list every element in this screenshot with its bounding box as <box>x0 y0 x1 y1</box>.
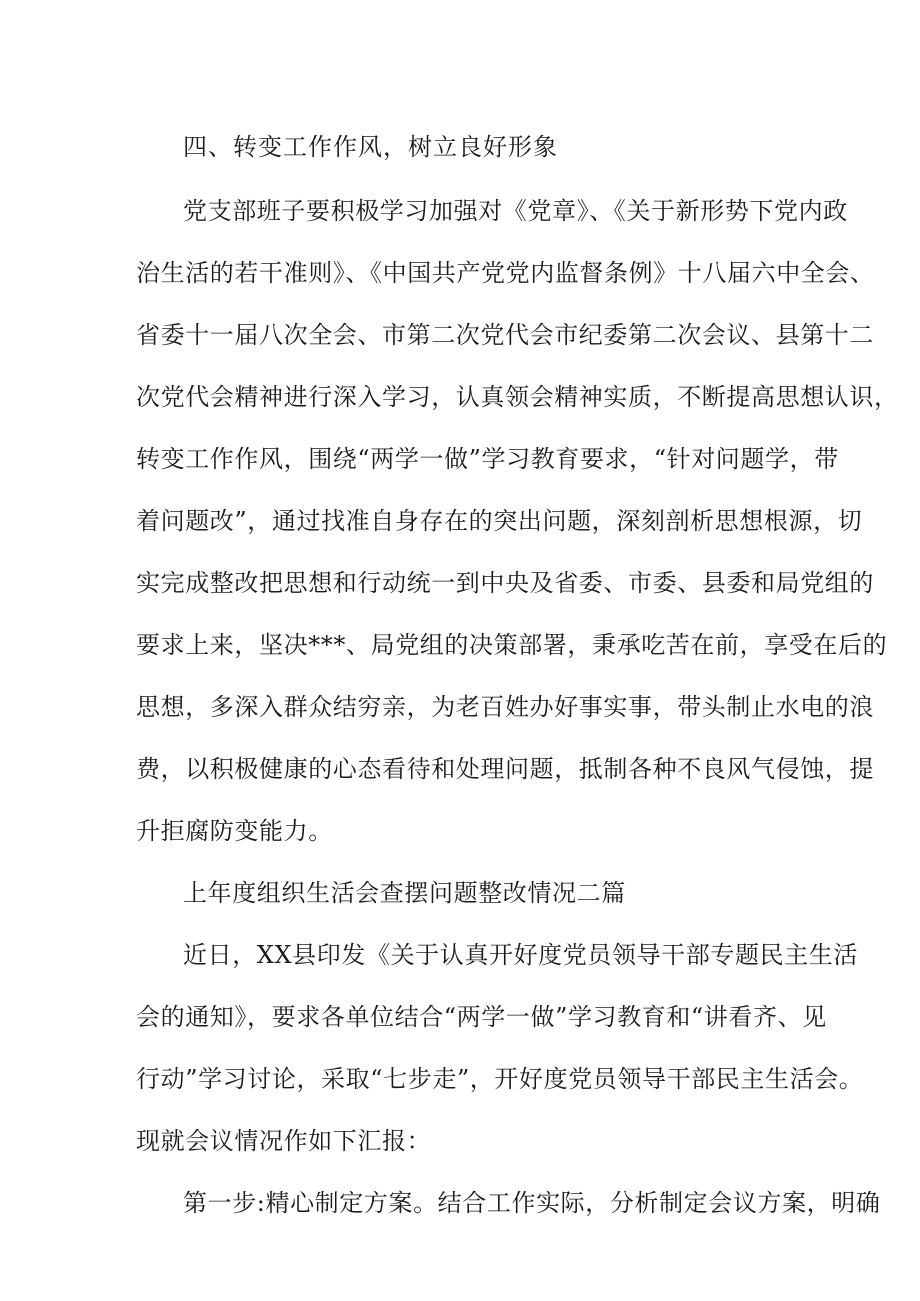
paragraph-1-line-1: 党支部班子要积极学习加强对《党章》、《关于新形势下党内政 <box>183 197 848 225</box>
paragraph-2-line-1: 近日，XX县印发《关于认真开好度党员领导干部专题民主生活 <box>183 941 858 969</box>
paragraph-1-line-2: 治生活的若干准则》、《中国共产党党内监督条例》十八届六中全会、 <box>136 259 875 287</box>
paragraph-1-line-11: 升拒腐防变能力。 <box>136 817 333 845</box>
paragraph-2-line-3: 行动”学习讨论，采取“七步走”，开好度党员领导干部民主生活会。 <box>136 1065 864 1093</box>
section-heading: 四、转变工作作风，树立良好形象 <box>183 133 558 161</box>
paragraph-1-line-10: 费，以积极健康的心态看待和处理问题，抵制各种不良风气侵蚀，提 <box>136 755 874 783</box>
paragraph-2-line-2: 会的通知》，要求各单位结合“两学一做”学习教育和“讲看齐、见 <box>136 1003 827 1031</box>
paragraph-1-line-6: 着问题改”，通过找准自身存在的突出问题，深刻剖析思想根源，切 <box>136 507 863 535</box>
paragraph-1-line-4: 次党代会精神进行深入学习，认真领会精神实质，不断提高思想认识， <box>136 383 899 411</box>
paragraph-1-line-3: 省委十一届八次全会、市第二次党代会市纪委第二次会议、县第十二 <box>136 321 874 349</box>
paragraph-1-line-8: 要求上来，坚决***、局党组的决策部署，秉承吃苦在前，享受在后的 <box>136 631 888 659</box>
article-title: 上年度组织生活会查摆问题整改情况二篇 <box>183 879 626 907</box>
paragraph-1-line-7: 实完成整改把思想和行动统一到中央及省委、市委、县委和局党组的 <box>136 569 874 597</box>
paragraph-1-line-9: 思想，多深入群众结穷亲，为老百姓办好事实事，带头制止水电的浪 <box>136 693 874 721</box>
paragraph-2-line-4: 现就会议情况作如下汇报： <box>136 1127 432 1155</box>
paragraph-1-line-5: 转变工作作风，围绕“两学一做”学习教育要求，“针对问题学，带 <box>136 445 839 473</box>
paragraph-3-line-1: 第一步:精心制定方案。结合工作实际，分析制定会议方案，明确 <box>183 1189 881 1217</box>
